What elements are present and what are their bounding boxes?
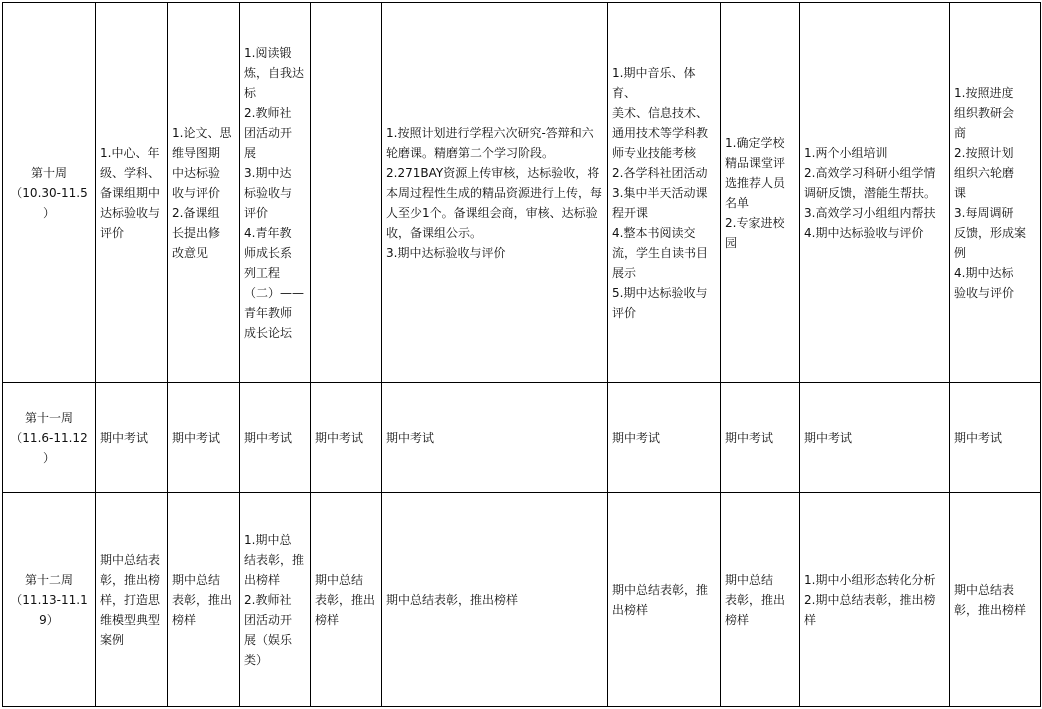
plan-cell bbox=[608, 383, 721, 493]
cell-text-line: 1.确定学校 bbox=[725, 135, 785, 150]
cell-text-line: 期中总结 bbox=[172, 572, 221, 587]
week-name: 第十一周 bbox=[24, 410, 73, 425]
cell-text-line: 师成长系 bbox=[244, 245, 293, 260]
plan-cell bbox=[382, 493, 608, 707]
cell-text-line: 师专业技能考核 bbox=[612, 145, 697, 160]
cell-text-line: 团活动开 bbox=[244, 612, 293, 627]
cell-text-line: 榜样 bbox=[315, 612, 340, 627]
cell-text-line: 期中考试 bbox=[100, 430, 149, 445]
cell-text-line: 类） bbox=[244, 652, 269, 667]
cell-text-line: 期中考试 bbox=[244, 430, 293, 445]
cell-text-line: 案例 bbox=[100, 632, 125, 647]
cell-text-line: 3.期中达标验收与评价 bbox=[386, 245, 506, 260]
cell-text-line: 名单 bbox=[725, 195, 750, 210]
cell-text-line: 期中总结表彰，推出榜样 bbox=[386, 592, 519, 607]
cell-text-line: 表彰，推出 bbox=[315, 592, 376, 607]
cell-text-line: 1.按照计划进行学程六次研究-答辩和六 bbox=[386, 125, 594, 140]
cell-text-line: 通用技术等学科教 bbox=[612, 125, 709, 140]
cell-text-line: 1.论文、思 bbox=[172, 125, 232, 140]
plan-cell bbox=[721, 493, 800, 707]
cell-text-line: 达标验收与 bbox=[100, 205, 161, 220]
plan-cell bbox=[608, 493, 721, 707]
cell-text-line: 期中考试 bbox=[954, 430, 1003, 445]
cell-text-line: 选推荐人员 bbox=[725, 175, 786, 190]
cell-text-line: 精品课堂评 bbox=[725, 155, 786, 170]
cell-text-line: 期中考试 bbox=[315, 430, 364, 445]
cell-text-line: 级、学科、 bbox=[100, 165, 161, 180]
cell-text-line: 展（娱乐 bbox=[244, 632, 293, 647]
cell-text-line: 期中考试 bbox=[725, 430, 774, 445]
plan-cell bbox=[800, 493, 950, 707]
plan-cell bbox=[721, 3, 800, 383]
cell-text-line: 轮磨课。精磨第二个学习阶段。 bbox=[386, 145, 555, 160]
cell-text-line: 期中考试 bbox=[172, 430, 221, 445]
cell-text-line: 2.高效学习科研小组学情 bbox=[804, 165, 936, 180]
cell-text-line: 列工程 bbox=[244, 265, 281, 280]
plan-cell bbox=[950, 3, 1041, 383]
plan-cell bbox=[800, 3, 950, 383]
week-name: 第十周 bbox=[30, 165, 67, 180]
cell-text-line: 收，备课组公示。 bbox=[386, 225, 483, 240]
plan-cell bbox=[96, 3, 168, 383]
cell-text-line: 2.期中总结表彰，推出榜 bbox=[804, 592, 936, 607]
cell-text-line: 期中总结表 bbox=[954, 582, 1015, 597]
cell-text-line: 4.整本书阅读交 bbox=[612, 225, 696, 240]
week-date-range: （10.30-11.5 ） bbox=[10, 185, 88, 220]
cell-text-line: 1.按照进度 bbox=[954, 85, 1014, 100]
cell-text-line: 本周过程性生成的精品资源进行上传，每 bbox=[386, 185, 603, 200]
cell-text-line: 长提出修 bbox=[172, 225, 221, 240]
cell-text-line: 园 bbox=[725, 235, 738, 250]
cell-text-line: 评价 bbox=[100, 225, 125, 240]
cell-text-line: 出榜样 bbox=[244, 572, 281, 587]
cell-text-line: 流，学生自读书目 bbox=[612, 245, 709, 260]
cell-text-line: 人至少1个。备课组会商，审核、达标验 bbox=[386, 205, 598, 220]
cell-text-line: 4.青年教 bbox=[244, 225, 292, 240]
cell-text-line: 评价 bbox=[244, 205, 269, 220]
cell-text-line: 标验收与 bbox=[244, 185, 293, 200]
cell-text-line: 标 bbox=[244, 85, 257, 100]
cell-text-line: 团活动开 bbox=[244, 125, 293, 140]
cell-text-line: 3.集中半天活动课 bbox=[612, 185, 708, 200]
cell-text-line: 样 bbox=[804, 612, 817, 627]
plan-cell bbox=[950, 383, 1041, 493]
plan-cell bbox=[311, 493, 382, 707]
cell-text-line: 榜样 bbox=[725, 612, 750, 627]
cell-text-line: 期中考试 bbox=[386, 430, 435, 445]
cell-text-line: 表彰，推出 bbox=[725, 592, 786, 607]
cell-text-line: 期中考试 bbox=[612, 430, 661, 445]
plan-cell bbox=[168, 383, 240, 493]
cell-text-line: 3.每周调研 bbox=[954, 205, 1014, 220]
weekly-plan-table bbox=[2, 2, 1041, 707]
table-row bbox=[3, 493, 1041, 707]
cell-text-line: 评价 bbox=[612, 305, 637, 320]
cell-text-line: 收与评价 bbox=[172, 185, 221, 200]
cell-text-line: 2.按照计划 bbox=[954, 145, 1014, 160]
cell-text-line: 调研反馈，潜能生帮扶。 bbox=[804, 185, 937, 200]
cell-text-line: 1.中心、年 bbox=[100, 145, 160, 160]
cell-text-line: 表彰，推出 bbox=[172, 592, 233, 607]
table-row bbox=[3, 383, 1041, 493]
cell-text-line: 榜样 bbox=[172, 612, 197, 627]
plan-cell bbox=[168, 3, 240, 383]
cell-text-line: 期中总结表彰，推 bbox=[612, 582, 709, 597]
cell-text-line: 出榜样 bbox=[612, 602, 649, 617]
cell-text-line: 1.期中音乐、体育、 bbox=[612, 65, 696, 100]
plan-cell bbox=[311, 3, 382, 383]
cell-text-line: 展示 bbox=[612, 265, 637, 280]
cell-text-line: 2.271BAY资源上传审核，达标验收，将 bbox=[386, 165, 600, 180]
cell-text-line: 课 bbox=[954, 185, 967, 200]
week-name: 第十二周 bbox=[24, 572, 73, 587]
plan-cell bbox=[311, 383, 382, 493]
cell-text-line: 期中总结 bbox=[315, 572, 364, 587]
cell-text-line: 反馈，形成案 bbox=[954, 225, 1027, 240]
cell-text-line: （二）—— bbox=[244, 285, 305, 300]
cell-text-line: 3.期中达 bbox=[244, 165, 292, 180]
plan-cell bbox=[168, 493, 240, 707]
cell-text-line: 彰，推出榜样 bbox=[954, 602, 1027, 617]
cell-text-line: 1.期中小组形态转化分析 bbox=[804, 572, 936, 587]
plan-cell bbox=[950, 493, 1041, 707]
cell-text-line: 商 bbox=[954, 125, 967, 140]
cell-text-line: 例 bbox=[954, 245, 967, 260]
table-row bbox=[3, 3, 1041, 383]
week-label-cell bbox=[3, 3, 96, 383]
plan-cell bbox=[240, 3, 311, 383]
cell-text-line: 改意见 bbox=[172, 245, 209, 260]
cell-text-line: 期中总结 bbox=[725, 572, 774, 587]
plan-cell bbox=[608, 3, 721, 383]
plan-cell bbox=[721, 383, 800, 493]
cell-text-line: 2.专家进校 bbox=[725, 215, 785, 230]
plan-cell bbox=[240, 383, 311, 493]
cell-text-line: 2.各学科社团活动 bbox=[612, 165, 708, 180]
cell-text-line: 成长论坛 bbox=[244, 325, 293, 340]
table-body bbox=[3, 3, 1041, 707]
cell-text-line: 1.两个小组培训 bbox=[804, 145, 888, 160]
cell-text-line: 4.期中达标验收与评价 bbox=[804, 225, 924, 240]
week-date-range: （11.6-11.12 ） bbox=[10, 430, 88, 465]
plan-cell bbox=[382, 3, 608, 383]
cell-text-line: 样，打造思 bbox=[100, 592, 161, 607]
week-label-cell bbox=[3, 493, 96, 707]
plan-cell bbox=[96, 493, 168, 707]
cell-text-line: 青年教师 bbox=[244, 305, 293, 320]
cell-text-line: 中达标验 bbox=[172, 165, 221, 180]
cell-text-line: 组织教研会 bbox=[954, 105, 1015, 120]
cell-text-line: 3.高效学习小组组内帮扶 bbox=[804, 205, 936, 220]
cell-text-line: 结表彰，推 bbox=[244, 552, 305, 567]
cell-text-line: 1.阅读锻 bbox=[244, 45, 292, 60]
cell-text-line: 程开课 bbox=[612, 205, 649, 220]
cell-text-line: 维导图期 bbox=[172, 145, 221, 160]
cell-text-line: 备课组期中 bbox=[100, 185, 161, 200]
cell-text-line: 2.教师社 bbox=[244, 105, 292, 120]
cell-text-line: 5.期中达标验收与 bbox=[612, 285, 708, 300]
cell-text-line: 炼，自我达 bbox=[244, 65, 305, 80]
cell-text-line: 1.期中总 bbox=[244, 532, 292, 547]
cell-text-line: 组织六轮磨 bbox=[954, 165, 1015, 180]
cell-text-line: 美术、信息技术、 bbox=[612, 105, 709, 120]
week-date-range: （11.13-11.1 9） bbox=[10, 592, 88, 627]
cell-text-line: 验收与评价 bbox=[954, 285, 1015, 300]
cell-text-line: 展 bbox=[244, 145, 257, 160]
plan-cell bbox=[240, 493, 311, 707]
cell-text-line: 2.教师社 bbox=[244, 592, 292, 607]
plan-cell bbox=[382, 383, 608, 493]
plan-cell bbox=[96, 383, 168, 493]
cell-text-line: 2.备课组 bbox=[172, 205, 220, 220]
week-label-cell bbox=[3, 383, 96, 493]
cell-text-line: 4.期中达标 bbox=[954, 265, 1014, 280]
cell-text-line: 期中总结表 bbox=[100, 552, 161, 567]
plan-cell bbox=[800, 383, 950, 493]
cell-text-line: 期中考试 bbox=[804, 430, 853, 445]
cell-text-line: 维模型典型 bbox=[100, 612, 161, 627]
cell-text-line: 彰，推出榜 bbox=[100, 572, 161, 587]
